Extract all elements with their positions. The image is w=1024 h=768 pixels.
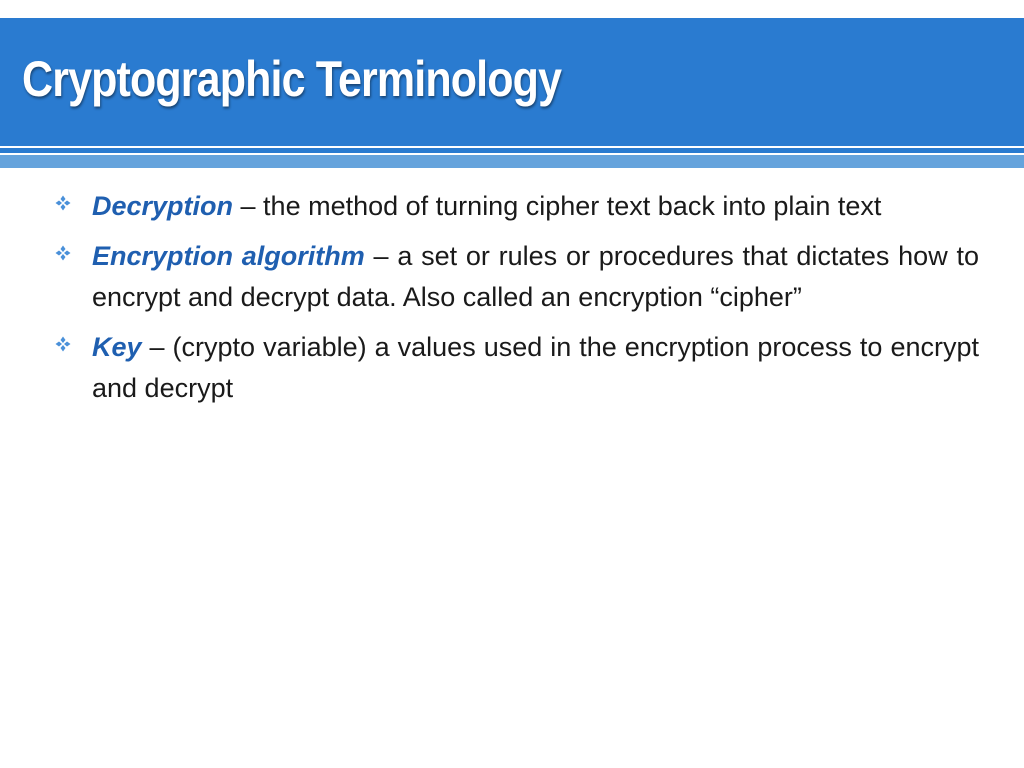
four-diamond-bullet-icon (55, 195, 71, 211)
four-diamond-bullet-icon (55, 245, 71, 261)
bullet-text: – a set or rules or procedures that dictates how to encrypt and decrypt data. Also called an encryption “cipher” (92, 241, 979, 312)
four-diamond-bullet-icon (55, 336, 71, 352)
bullet-item-key (55, 327, 979, 409)
title-underline (0, 148, 1024, 153)
bullet-text: – the method of turning cipher text back into plain text (233, 191, 882, 221)
bullet-item-encryption-algorithm (55, 236, 979, 318)
slide-title: Cryptographic Terminology (22, 51, 562, 107)
bullet-term: Key (92, 332, 142, 362)
bullet-term: Decryption (92, 191, 234, 221)
bullet-term: Encryption algorithm (92, 241, 365, 271)
bullet-text: – (crypto variable) a values used in the encryption process to encrypt and decrypt (92, 332, 979, 403)
bullet-list (55, 186, 979, 418)
title-accent-bar (0, 155, 1024, 168)
bullet-item-decryption (55, 186, 979, 227)
